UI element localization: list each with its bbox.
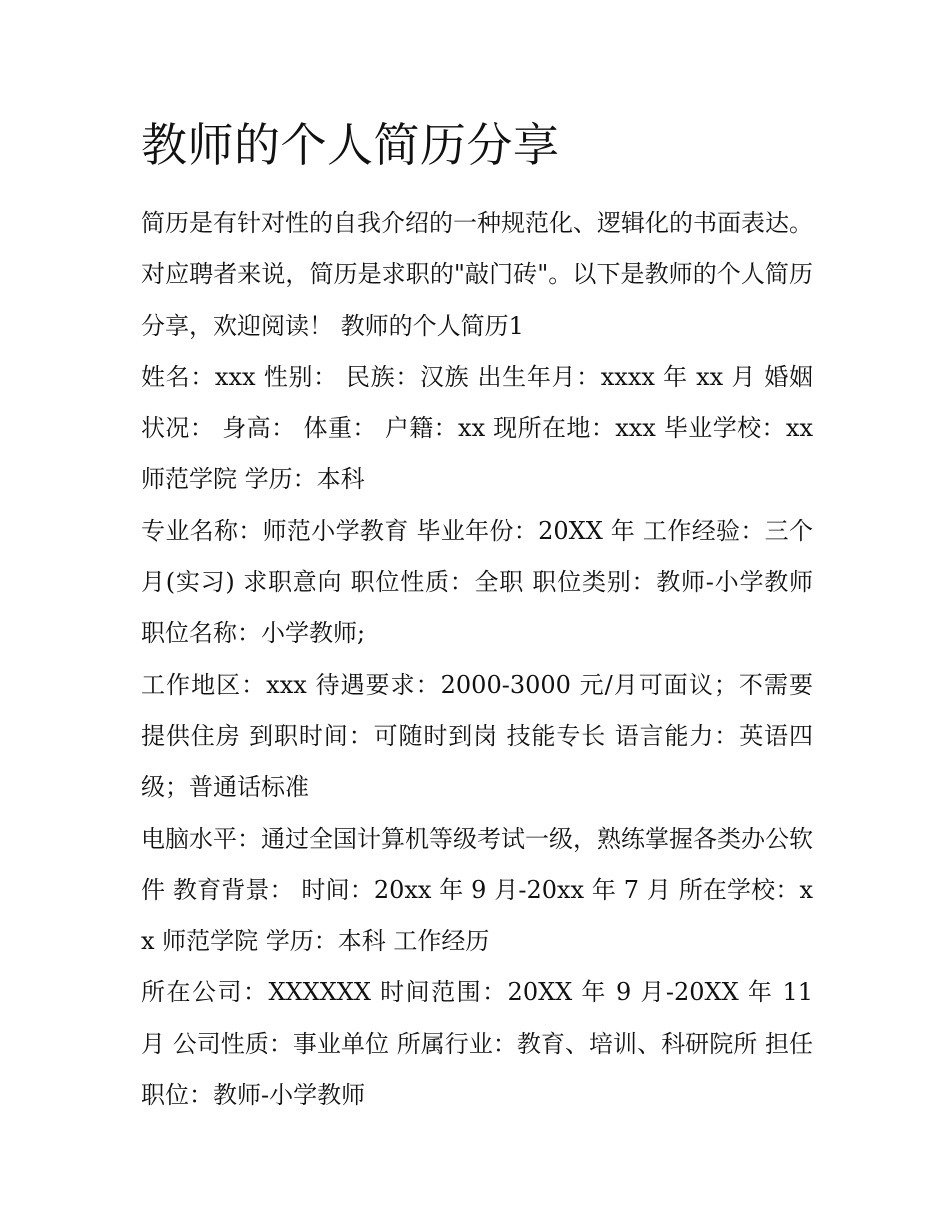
paragraph-personal-info: 姓名：xxx 性别： 民族：汉族 出生年月：xxxx 年 xx 月 婚姻状况： 身高： 体重： 户籍：xx 现所在地：xxx 毕业学校：xx 师范学院 学历：本科: [141, 362, 813, 494]
document-title: 教师的个人简历分享: [141, 118, 560, 172]
paragraph-major-and-intent: 专业名称：师范小学教育 毕业年份：20XX 年 工作经验：三个月(实习) 求职意向 职位性质：全职 职位类别：教师-小学教师 职位名称：小学教师;: [141, 516, 813, 648]
paragraph-intro: 简历是有针对性的自我介绍的一种规范化、逻辑化的书面表达。对应聘者来说，简历是求职的"敲门砖"。以下是教师的个人简历分享，欢迎阅读！ 教师的个人简历1: [141, 209, 813, 340]
paragraph-work-area-and-skills: 工作地区：xxx 待遇要求：2000-3000 元/月可面议；不需要提供住房 到职时间：可随时到岗 技能专长 语言能力：英语四级；普通话标准: [141, 670, 813, 802]
paragraph-work-experience: 所在公司：XXXXXX 时间范围：20XX 年 9 月-20XX 年 11 月 公司性质：事业单位 所属行业：教育、培训、科研院所 担任职位：教师-小学教师: [141, 978, 813, 1110]
document-body: [141, 112, 813, 1121]
paragraph-computer-and-education: 电脑水平：通过全国计算机等级考试一级，熟练掌握各类办公软件 教育背景： 时间：20xx 年 9 月-20xx 年 7 月 所在学校：xx 师范学院 学历：本科 工作经历: [141, 824, 813, 956]
